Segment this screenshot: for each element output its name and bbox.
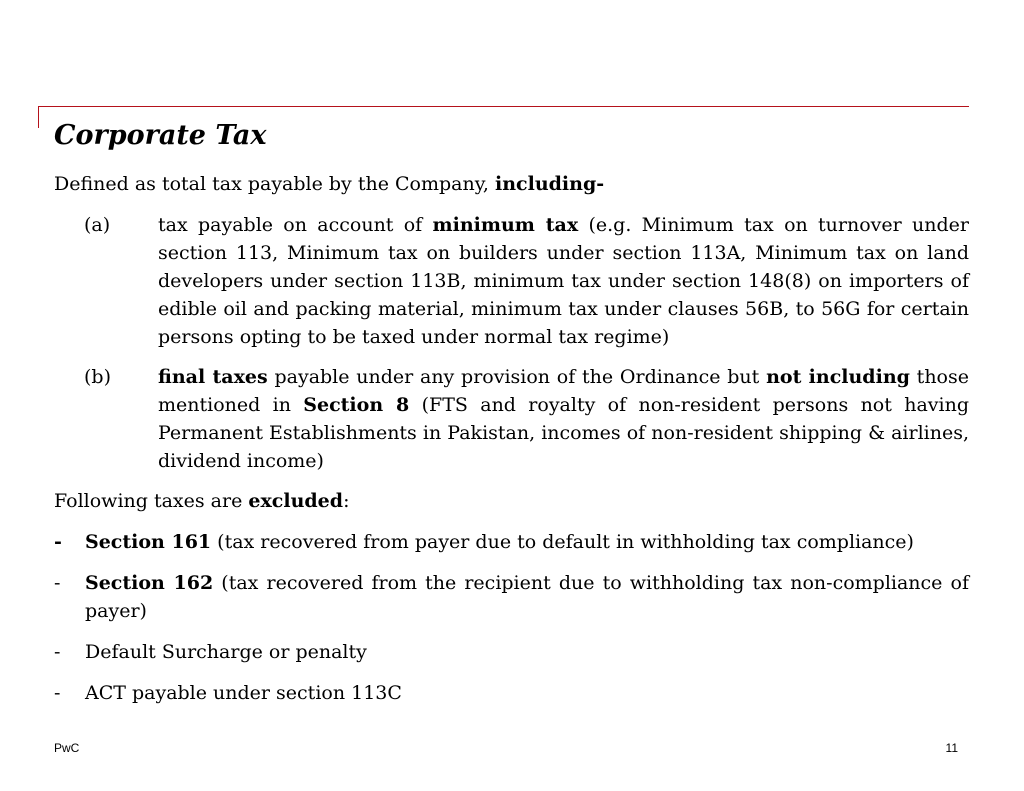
- item-label: (a): [84, 214, 111, 236]
- bullet-text: Default Surcharge or penalty: [85, 641, 367, 663]
- bullet-dash: -: [54, 572, 61, 594]
- bullet-dash: -: [54, 682, 61, 704]
- intro-paragraph: [54, 170, 604, 198]
- excluded-bold: excluded: [248, 490, 344, 512]
- item-text: payable under any provision of the Ordinance but: [267, 366, 767, 388]
- bullet-section-161: [54, 528, 969, 556]
- excluded-heading: [54, 487, 349, 515]
- bullet-bold: Section 161: [85, 531, 212, 553]
- bullet-body: [85, 679, 969, 707]
- item-text: tax payable on account of: [158, 214, 433, 236]
- bullet-body: [85, 569, 969, 625]
- item-body: [158, 211, 969, 351]
- excluded-text: Following taxes are: [54, 490, 249, 512]
- footer-brand: PwC: [54, 741, 80, 755]
- item-bold: Section 8: [303, 394, 410, 416]
- item-bold: minimum tax: [432, 214, 579, 236]
- list-item-a: [84, 211, 969, 351]
- item-text: (e.g. Minimum tax on turnover under section 113, Minimum tax on builders under section 113A, Minimum tax on land developers under section 113B, minimum tax under section 148(8) on importers of edible oil and packing material, minimum tax under clauses 56B, to 56G for certain persons opting to be taxed under normal tax regime): [158, 214, 970, 348]
- header-rule: [38, 106, 969, 107]
- bullet-dash: -: [54, 641, 61, 663]
- item-text: those mentioned in: [158, 366, 969, 416]
- header-rule-tick: [38, 106, 39, 128]
- bullet-text: ACT payable under section 113C: [85, 682, 402, 704]
- intro-text: Defined as total tax payable by the Company,: [54, 173, 495, 195]
- bullet-section-162: [54, 569, 969, 625]
- item-bold: not including: [766, 366, 910, 388]
- item-text: (FTS and royalty of non-resident persons not having Permanent Establishments in Pakistan, incomes of non-resident shipping & airlines, dividend income): [158, 394, 969, 472]
- item-bold: final taxes: [158, 366, 268, 388]
- bullet-body: [85, 638, 969, 666]
- page-number: 11: [945, 741, 958, 755]
- list-item-b: [84, 363, 969, 475]
- bullet-act-payable: [54, 679, 969, 707]
- bullet-dash: -: [54, 531, 62, 553]
- excluded-suffix: :: [343, 490, 350, 512]
- bullet-bold: Section 162: [85, 572, 214, 594]
- intro-bold: including-: [495, 173, 605, 195]
- item-label: (b): [84, 366, 111, 388]
- bullet-text: (tax recovered from the recipient due to withholding tax non-compliance of payer): [85, 572, 969, 622]
- bullet-text: (tax recovered from payer due to default in withholding tax compliance): [211, 531, 914, 553]
- slide-title: Corporate Tax: [54, 120, 267, 151]
- bullet-body: [85, 528, 969, 556]
- item-body: [158, 363, 969, 475]
- bullet-default-surcharge: [54, 638, 969, 666]
